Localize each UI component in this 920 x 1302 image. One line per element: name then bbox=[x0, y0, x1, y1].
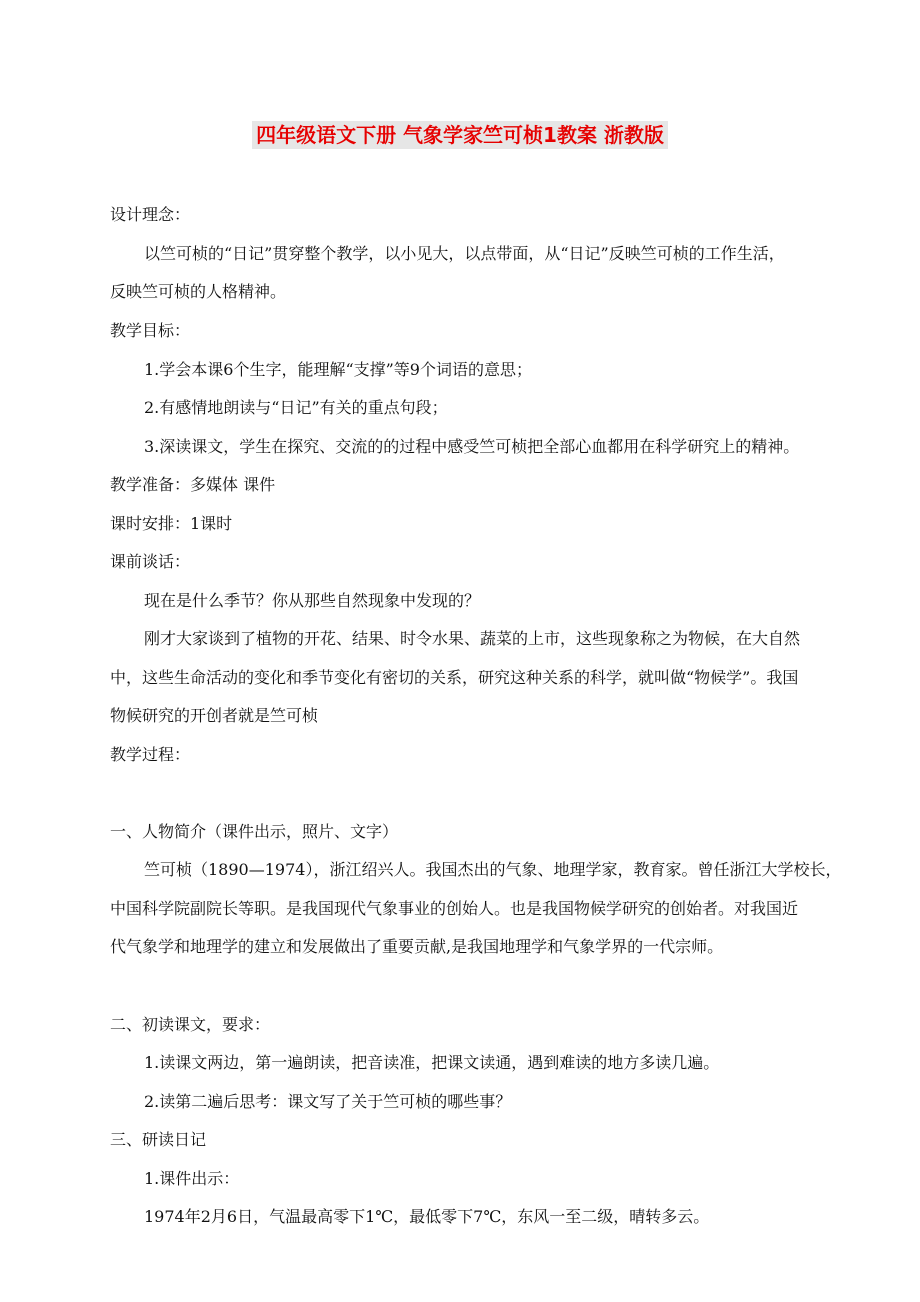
paragraph-line: 代气象学和地理学的建立和发展做出了重要贡献,是我国地理学和气象学界的一代宗师。 bbox=[110, 937, 724, 956]
section-heading-prep: 教学准备：多媒体 课件 bbox=[110, 475, 276, 494]
section-heading-diary: 三、研读日记 bbox=[110, 1130, 207, 1149]
document-title bbox=[0, 120, 920, 150]
paragraph-line: 反映竺可桢的人格精神。 bbox=[110, 282, 287, 301]
paragraph-line: 竺可桢（1890—1974），浙江绍兴人。我国杰出的气象、地理学家，教育家。曾任浙江大学校长， bbox=[144, 860, 842, 879]
list-item: 3.深读课文，学生在探究、交流的的过程中感受竺可桢把全部心血都用在科学研究上的精神。 bbox=[144, 437, 800, 456]
paragraph-line: 以竺可桢的“日记”贯穿整个教学，以小见大，以点带面，从“日记”反映竺可桢的工作生活， bbox=[144, 244, 785, 263]
paragraph-line: 现在是什么季节？你从那些自然现象中发现的？ bbox=[144, 591, 481, 610]
paragraph-line: 1974年2月6日，气温最高零下1℃，最低零下7℃，东风一至二级，晴转多云。 bbox=[144, 1207, 710, 1226]
section-heading-goals: 教学目标： bbox=[110, 321, 191, 340]
section-heading-process: 教学过程： bbox=[110, 745, 191, 764]
section-heading-design: 设计理念： bbox=[110, 205, 191, 224]
list-item: 1.课件出示： bbox=[144, 1169, 240, 1188]
paragraph-line: 中，这些生命活动的变化和季节变化有密切的关系，研究这种关系的科学，就叫做“物候学”。我国 bbox=[110, 668, 799, 687]
section-heading-intro: 一、人物简介（课件出示，照片、文字） bbox=[110, 822, 399, 841]
section-heading-reading: 二、初读课文，要求： bbox=[110, 1015, 271, 1034]
list-item: 1.读课文两边，第一遍朗读，把音读准，把课文读通，遇到难读的地方多读几遍。 bbox=[144, 1053, 720, 1072]
paragraph-line: 物候研究的开创者就是竺可桢 bbox=[110, 706, 319, 725]
paragraph-line: 中国科学院副院长等职。是我国现代气象事业的创始人。也是我国物候学研究的创始者。对我国近 bbox=[110, 899, 799, 918]
paragraph-line: 刚才大家谈到了植物的开花、结果、时令水果、蔬菜的上市，这些现象称之为物候，在大自然 bbox=[144, 629, 801, 648]
list-item: 1.学会本课6个生字，能理解“支撑”等9个词语的意思； bbox=[144, 360, 532, 379]
list-item: 2.读第二遍后思考：课文写了关于竺可桢的哪些事？ bbox=[144, 1092, 512, 1111]
section-heading-talk: 课前谈话： bbox=[110, 552, 191, 571]
section-heading-schedule: 课时安排：1课时 bbox=[110, 514, 233, 533]
title-text: 四年级语文下册 气象学家竺可桢1教案 浙教版 bbox=[252, 121, 668, 149]
list-item: 2.有感情地朗读与“日记”有关的重点句段； bbox=[144, 398, 448, 417]
